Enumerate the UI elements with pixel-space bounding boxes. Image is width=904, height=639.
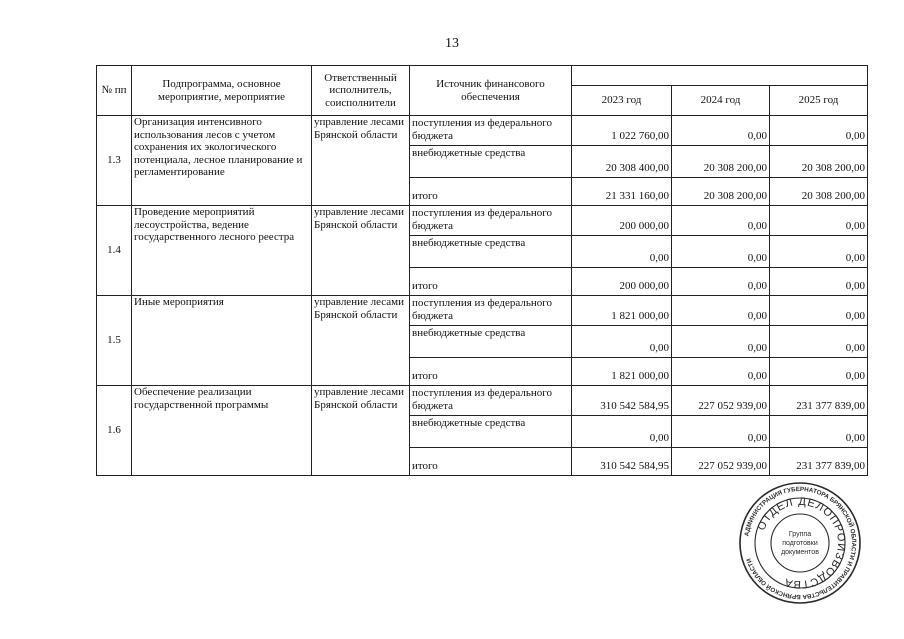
program-cell: Организация интенсивного использования лесов с учетом сохранения их экологического потенциала, лесное планирование и регламентирование [132, 116, 312, 206]
financing-table [96, 65, 868, 476]
seal-stamp [738, 481, 862, 605]
amount-cell: 227 052 939,00 [672, 448, 770, 476]
source-cell: поступления из федерального бюджета [410, 296, 572, 326]
header-num: № пп [97, 66, 132, 116]
executor-cell: управление лесами Брянской области [312, 296, 410, 386]
amount-cell: 0,00 [672, 116, 770, 146]
seal-center-line-1: Группа [788, 531, 812, 538]
row-number: 1.5 [97, 296, 132, 386]
amount-cell: 0,00 [672, 296, 770, 326]
executor-cell: управление лесами Брянской области [312, 116, 410, 206]
amount-cell: 0,00 [672, 358, 770, 386]
amount-cell: 1 022 760,00 [572, 116, 672, 146]
source-cell: внебюджетные средства [410, 416, 572, 448]
row-number: 1.4 [97, 206, 132, 296]
amount-cell: 0,00 [770, 206, 868, 236]
amount-cell: 0,00 [770, 268, 868, 296]
seal-center-line-3: документов [781, 549, 819, 556]
source-cell: итого [410, 448, 572, 476]
header-year-2025: 2025 год [770, 86, 868, 116]
header-program: Подпрограмма, основное мероприятие, мероприятие [132, 66, 312, 116]
header-source: Источник финансового обеспечения [410, 66, 572, 116]
executor-cell: управление лесами Брянской области [312, 206, 410, 296]
table-row [97, 296, 868, 326]
amount-cell: 310 542 584,95 [572, 448, 672, 476]
amount-cell: 20 308 200,00 [672, 178, 770, 206]
source-cell: внебюджетные средства [410, 326, 572, 358]
amount-cell: 231 377 839,00 [770, 448, 868, 476]
program-cell: Обеспечение реализации государственной программы [132, 386, 312, 476]
header-year-2023: 2023 год [572, 86, 672, 116]
executor-cell: управление лесами Брянской области [312, 386, 410, 476]
amount-cell: 20 308 200,00 [770, 178, 868, 206]
program-cell: Проведение мероприятий лесоустройства, ведение государственного лесного реестра [132, 206, 312, 296]
amount-cell: 21 331 160,00 [572, 178, 672, 206]
table-body [97, 116, 868, 476]
source-cell: внебюджетные средства [410, 236, 572, 268]
header-executor: Ответственный исполнитель, соисполнители [312, 66, 410, 116]
source-cell: поступления из федерального бюджета [410, 386, 572, 416]
amount-cell: 200 000,00 [572, 206, 672, 236]
amount-cell: 231 377 839,00 [770, 386, 868, 416]
table-row [97, 116, 868, 146]
source-cell: внебюджетные средства [410, 146, 572, 178]
row-number: 1.6 [97, 386, 132, 476]
amount-cell: 20 308 200,00 [672, 146, 770, 178]
amount-cell: 0,00 [672, 416, 770, 448]
amount-cell: 0,00 [672, 268, 770, 296]
source-cell: поступления из федерального бюджета [410, 206, 572, 236]
table-row [97, 386, 868, 416]
source-cell: итого [410, 358, 572, 386]
source-cell: поступления из федерального бюджета [410, 116, 572, 146]
amount-cell: 0,00 [770, 358, 868, 386]
header-year-2024: 2024 год [672, 86, 770, 116]
amount-cell: 0,00 [572, 416, 672, 448]
amount-cell: 0,00 [672, 236, 770, 268]
table-row [97, 206, 868, 236]
amount-cell: 0,00 [770, 296, 868, 326]
seal-arc-text: ОТДЕЛ ДЕЛОПРОИЗВОДСТВА [755, 495, 848, 591]
amount-cell: 0,00 [672, 326, 770, 358]
amount-cell: 0,00 [572, 326, 672, 358]
page-number: 13 [445, 36, 459, 51]
amount-cell: 20 308 200,00 [770, 146, 868, 178]
header-years-group [572, 66, 868, 86]
amount-cell: 20 308 400,00 [572, 146, 672, 178]
source-cell: итого [410, 178, 572, 206]
amount-cell: 0,00 [770, 416, 868, 448]
amount-cell: 0,00 [572, 236, 672, 268]
amount-cell: 227 052 939,00 [672, 386, 770, 416]
source-cell: итого [410, 268, 572, 296]
amount-cell: 310 542 584,95 [572, 386, 672, 416]
amount-cell: 0,00 [770, 236, 868, 268]
seal-ring-text: АДМИНИСТРАЦИЯ ГУБЕРНАТОРА БРЯНСКОЙ ОБЛАСТИ И ПРАВИТЕЛЬСТВА БРЯНСКОЙ ОБЛАСТИ [743, 485, 858, 601]
seal-center-line-2: подготовки [782, 540, 818, 547]
amount-cell: 0,00 [672, 206, 770, 236]
row-number: 1.3 [97, 116, 132, 206]
amount-cell: 200 000,00 [572, 268, 672, 296]
amount-cell: 1 821 000,00 [572, 296, 672, 326]
amount-cell: 0,00 [770, 116, 868, 146]
amount-cell: 1 821 000,00 [572, 358, 672, 386]
amount-cell: 0,00 [770, 326, 868, 358]
program-cell: Иные мероприятия [132, 296, 312, 386]
